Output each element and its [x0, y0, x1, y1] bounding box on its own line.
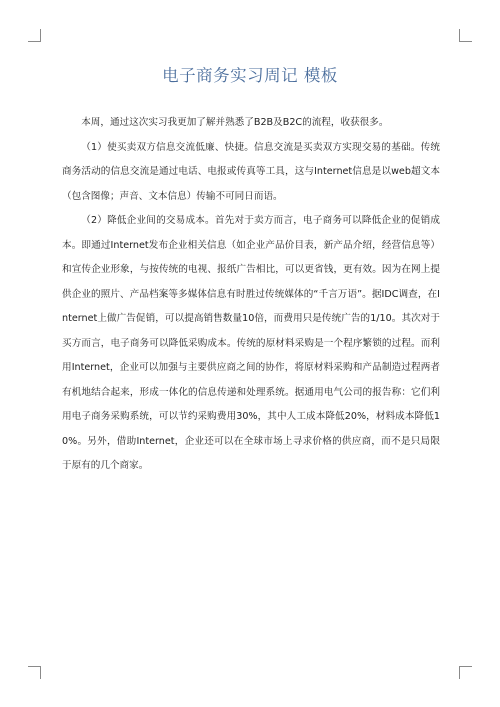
crop-mark-top-right — [459, 29, 472, 42]
document-title: 电子商务实习周记 模板 — [162, 66, 338, 85]
crop-mark-bottom-right — [459, 666, 472, 679]
crop-mark-bottom-left — [28, 666, 41, 679]
crop-mark-top-left — [28, 29, 41, 42]
paragraph-intro: 本周，通过这次实习我更加了解并熟悉了B2B及B2C的流程，收获很多。 — [81, 117, 389, 128]
paragraph-point-1: （1）使买卖双方信息交流低廉、快捷。信息交流是买卖双方实现交易的基础。传统商务活动的信息交流是通过电话、电报或传真等工具，这与Internet信息是以web超文本（包含图像；声音、文本信息）传输不可同日而语。 — [62, 141, 440, 202]
document-body — [62, 111, 440, 479]
paragraph-point-2: （2）降低企业间的交易成本。首先对于卖方而言，电子商务可以降低企业的促销成本。即通过Internet发布企业相关信息（如企业产品价目表，新产品介绍，经营信息等）和宣传企业形象，与按传统的电视、报纸广告相比，可以更省钱，更有效。因为在网上提供企业的照片、产品档案等多媒体信息有时胜过传统媒体的“千言万语”。据IDC调查，在Internet上做广告促销，可以提高销售数量10倍，而费用只是传统广告的1/10。其次对于买方而言，电子商务可以降低采购成本。传统的原材料采购是一个程序繁锁的过程。而利用Internet，企业可以加强与主要供应商之间的协作，将原材料采购和产品制造过程两者有机地结合起来，形成一体化的信息传递和处理系统。据通用电气公司的报告称：它们利用电子商务采购系统，可以节约采购费用30%，其中人工成本降低20%，材料成本降低10%。另外，借助Internet，企业还可以在全球市场上寻求价格的供应商，而不是只局限于原有的几个商家。 — [62, 215, 440, 471]
